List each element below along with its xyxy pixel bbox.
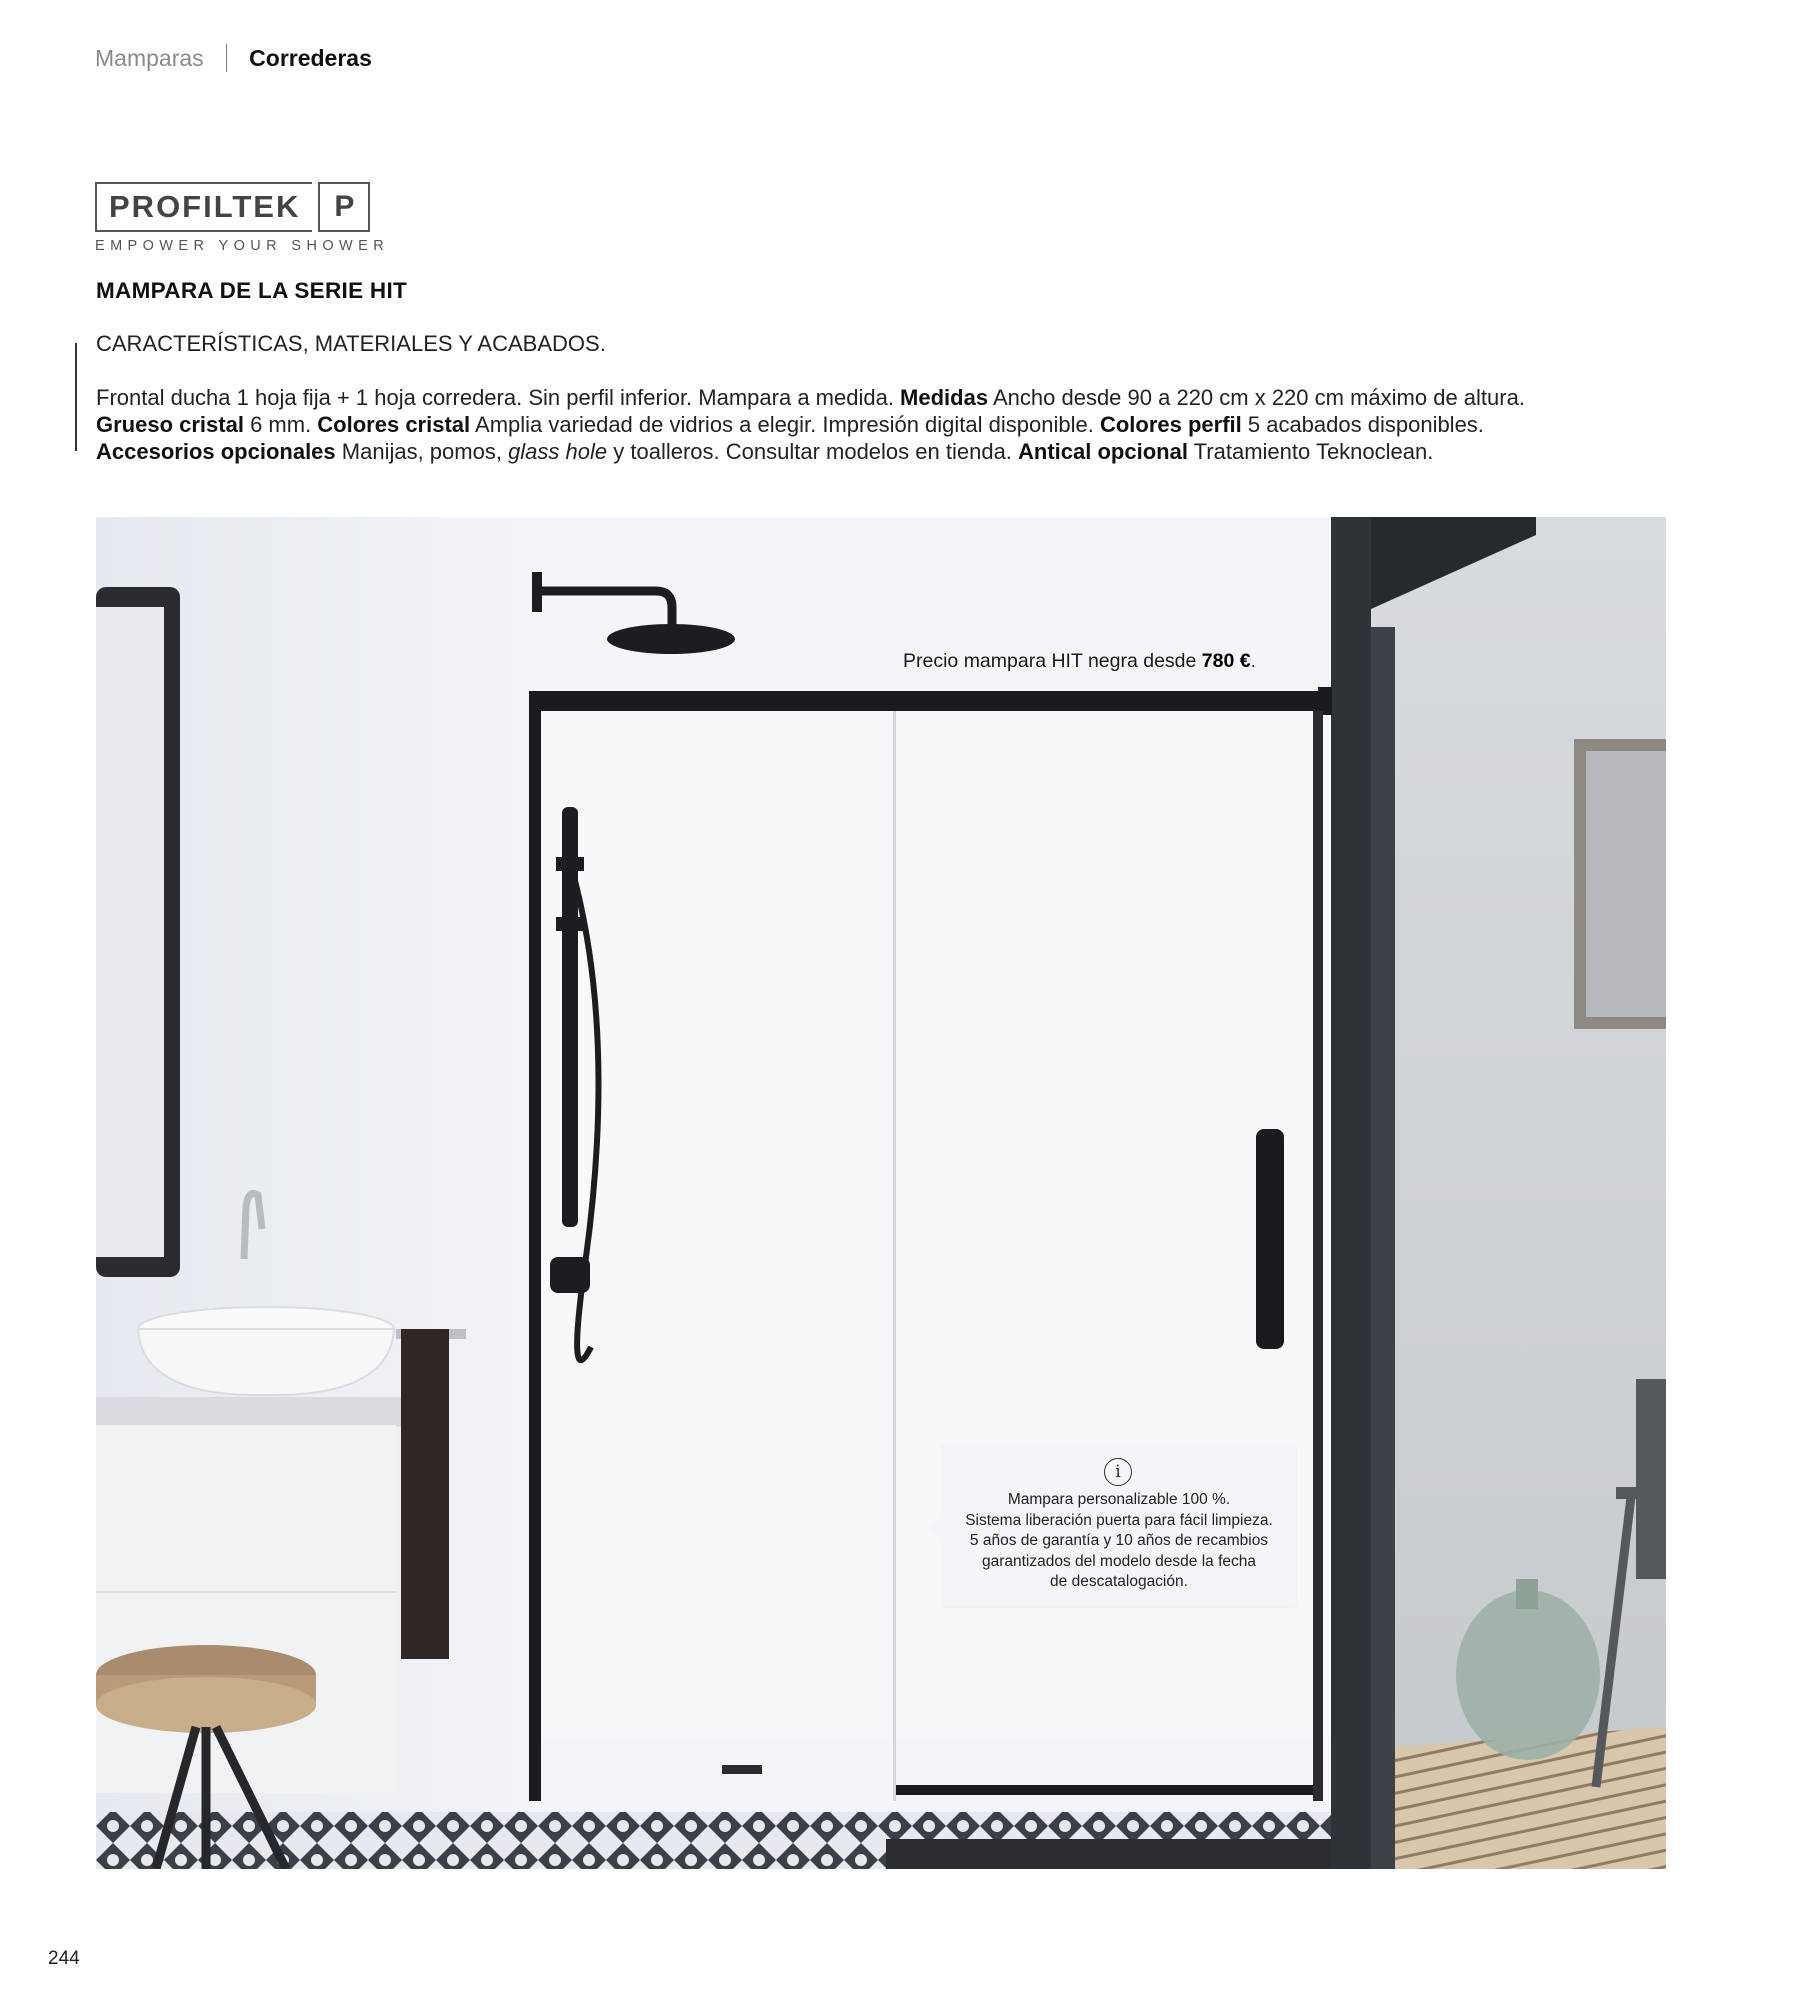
antical-value: Tratamiento Teknoclean. [1187, 439, 1434, 464]
price-label [903, 650, 1256, 673]
price-text: Precio mampara HIT negra desde [903, 650, 1202, 672]
medidas-value: Ancho desde 90 a 220 cm x 220 cm máximo de altura. [988, 385, 1525, 410]
medidas-label: Medidas [900, 385, 989, 410]
shower-scene-illustration [96, 517, 1666, 1869]
product-photo [96, 517, 1666, 1869]
colores-perfil-value: 5 acabados disponibles. [1241, 412, 1484, 437]
accesorios-label: Accesorios opcionales [96, 439, 336, 464]
brand-logo [95, 182, 389, 254]
price-suffix: . [1250, 650, 1257, 672]
breadcrumb-divider [226, 44, 228, 72]
logo-tagline: EMPOWER YOUR SHOWER [95, 238, 390, 254]
price-amount: 780 € [1201, 650, 1251, 672]
callout-line: Sistema liberación puerta para fácil limpieza. [965, 1511, 1273, 1529]
callout-text [942, 1490, 1296, 1593]
page-number: 244 [48, 1948, 80, 1969]
product-subtitle: CARACTERÍSTICAS, MATERIALES Y ACABADOS. [96, 331, 606, 356]
logo-name: PROFILTEK [95, 182, 312, 232]
callout-line: de descatalogación. [1050, 1573, 1188, 1590]
product-description [96, 384, 1616, 465]
accesorios-value-2: y toalleros. Consultar modelos en tienda. [607, 439, 1019, 464]
antical-label: Antical opcional [1018, 439, 1188, 464]
product-title: MAMPARA DE LA SERIE HIT [96, 278, 408, 303]
section-bar [75, 343, 77, 451]
colores-cristal-value: Amplia variedad de vidrios a elegir. Impresión digital disponible. [470, 412, 1100, 437]
breadcrumb-section[interactable]: Mamparas [95, 44, 204, 71]
grueso-value: 6 mm. [243, 412, 318, 437]
accesorios-value-1: Manijas, pomos, [335, 439, 509, 464]
features-callout [942, 1444, 1296, 1606]
colores-cristal-label: Colores cristal [317, 412, 471, 437]
breadcrumb [95, 44, 372, 72]
callout-line: garantizados del modelo desde la fecha [981, 1552, 1257, 1570]
callout-line: Mampara personalizable 100 %. [1007, 1491, 1231, 1508]
accesorios-italic: glass hole [508, 439, 608, 464]
info-icon: i [1104, 1458, 1132, 1486]
grueso-label: Grueso cristal [96, 412, 244, 437]
intro-text: Frontal ducha 1 hoja fija + 1 hoja corredera. Sin perfil inferior. Mampara a medida. [96, 385, 901, 410]
callout-line: 5 años de garantía y 10 años de recambios [969, 1532, 1269, 1549]
logo-mark: P [318, 182, 370, 232]
breadcrumb-current: Correderas [249, 44, 372, 71]
colores-perfil-label: Colores perfil [1099, 412, 1242, 437]
